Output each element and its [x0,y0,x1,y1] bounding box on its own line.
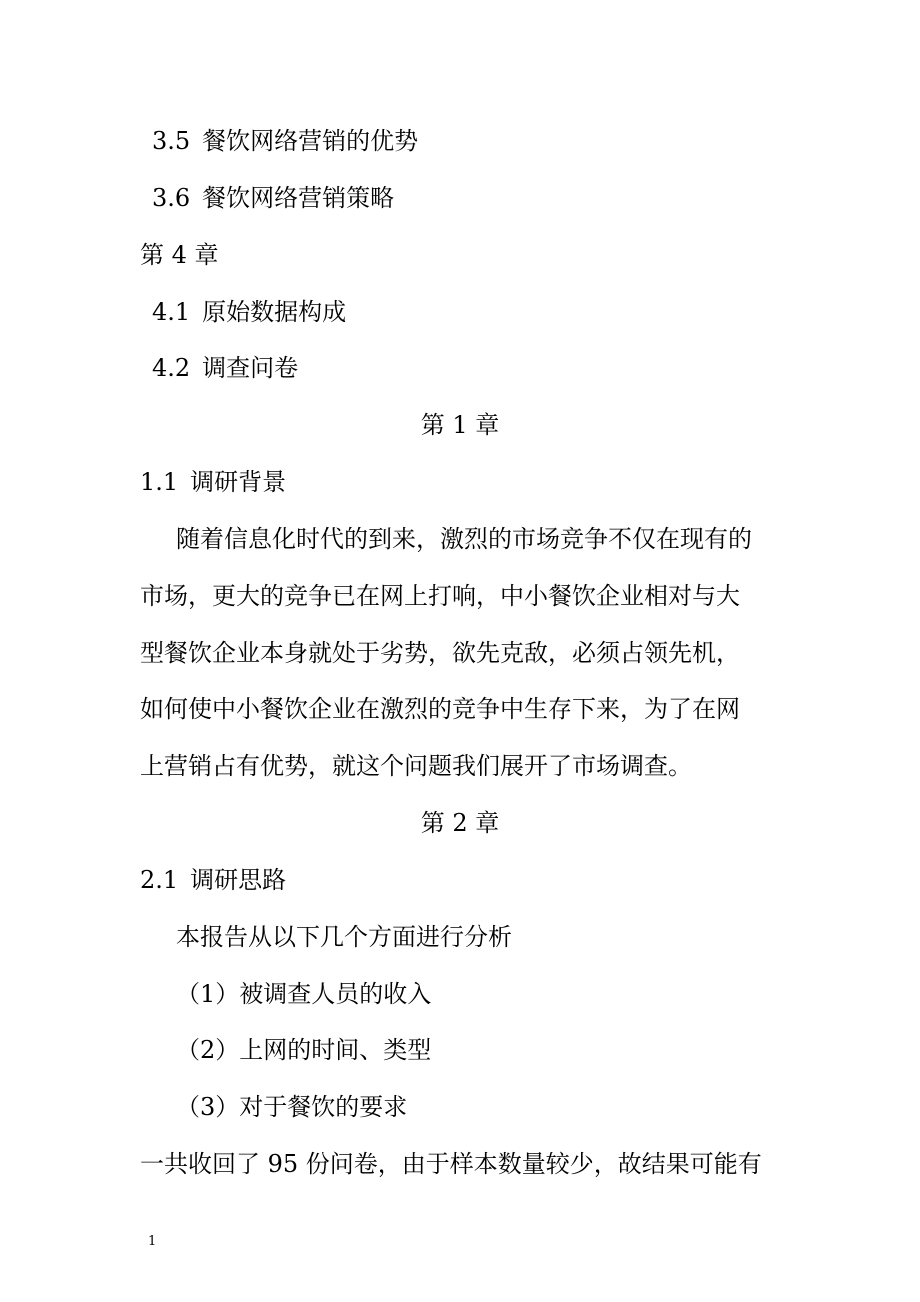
section-2-1-heading [140,865,286,895]
page-number: 1 [148,1234,157,1249]
list-item: （3）对于餐饮的要求 [176,1093,408,1121]
section-1-1-heading [140,467,286,497]
toc-item-title: 餐饮网络营销策略 [202,184,395,212]
toc-item-number: 3.5 [152,127,191,155]
section-title: 调研思路 [190,866,287,894]
paragraph-line: 型餐饮企业本身就处于劣势，欲先克敌，必须占领先机， [140,639,740,667]
list-item: （1）被调查人员的收入 [176,980,432,1008]
paragraph-line: 一共收回了 95 份问卷，由于样本数量较少，故结果可能有 [140,1150,762,1178]
paragraph-line: 如何使中小餐饮企业在激烈的竞争中生存下来，为了在网 [140,695,740,723]
paragraph-line: 上营销占有优势，就这个问题我们展开了市场调查。 [140,752,692,780]
toc-item-title: 调查问卷 [202,354,299,382]
toc-item-number: 4.2 [152,354,191,382]
toc-item-number: 3.6 [152,184,191,212]
chapter-2-title: 第 2 章 [420,809,500,837]
toc-item-4-2 [152,353,298,383]
toc-item-4-1 [152,297,346,327]
section-number: 2.1 [140,866,179,894]
analysis-intro: 本报告从以下几个方面进行分析 [176,923,512,951]
toc-item-title: 餐饮网络营销的优势 [202,127,419,155]
toc-item-3-6 [152,183,394,213]
chapter-1-title: 第 1 章 [420,411,500,439]
paragraph-line: 市场，更大的竞争已在网上打响，中小餐饮企业相对与大 [140,582,740,610]
list-item: （2）上网的时间、类型 [176,1036,432,1064]
toc-item-title: 原始数据构成 [202,298,347,326]
toc-item-number: 4.1 [152,298,191,326]
paragraph-line: 随着信息化时代的到来，激烈的市场竞争不仅在现有的 [176,525,752,553]
toc-chapter-4: 第 4 章 [140,241,219,269]
toc-item-3-5 [152,126,418,156]
section-number: 1.1 [140,468,179,496]
section-title: 调研背景 [190,468,287,496]
